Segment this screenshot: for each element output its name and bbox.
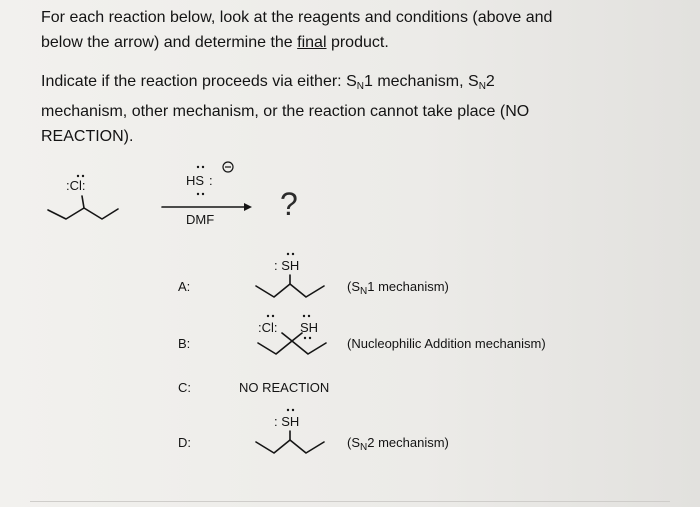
condition-dmf: DMF — [186, 212, 215, 227]
option-d-letter[interactable]: D: — [178, 435, 191, 450]
indicate-line-3: REACTION). — [41, 128, 134, 145]
option-b-cl-label: :Cl: — [258, 320, 278, 335]
indicate-line-2: mechanism, other mechanism, or the reaction cannot take place (NO — [41, 103, 530, 120]
reagent-colon: : — [209, 173, 213, 188]
option-b-letter[interactable]: B: — [178, 336, 191, 351]
option-d-sh-label: : SH — [274, 414, 300, 429]
option-a-letter[interactable]: A: — [178, 279, 191, 294]
subscript-n: N — [360, 442, 368, 453]
instruction-line-1: For each reaction below, look at the reagents and conditions (above and — [41, 9, 553, 26]
option-b-sh-label: SH — [300, 320, 319, 335]
unknown-product: ? — [280, 186, 298, 222]
final-underlined: final — [297, 34, 327, 51]
indicate-text: 1 mechanism, S — [363, 73, 479, 90]
subscript-n: N — [360, 286, 368, 297]
option-b-skeleton — [258, 341, 326, 354]
reagent-hs-label: HS — [186, 173, 205, 188]
option-a-mechanism — [347, 279, 449, 297]
arrow-head — [244, 203, 252, 211]
option-c-letter[interactable]: C: — [178, 380, 191, 395]
option-d-mechanism — [347, 435, 449, 453]
subscript-n: N — [356, 81, 364, 92]
mech-text: 2 mechanism) — [367, 435, 449, 450]
bottom-divider — [30, 501, 670, 502]
option-b-mechanism: (Nucleophilic Addition mechanism) — [347, 336, 546, 351]
option-a-sh-label: : SH — [274, 258, 300, 273]
reactant-skeleton — [48, 208, 118, 219]
option-a-skeleton — [256, 284, 324, 297]
mech-text: 1 mechanism) — [367, 279, 449, 294]
subscript-n: N — [478, 81, 486, 92]
reactant-cl-bond — [82, 196, 84, 208]
reactant-cl-label: :Cl: — [66, 178, 86, 193]
mech-text: (S — [347, 435, 360, 450]
instruction-text: product. — [326, 34, 389, 51]
mech-text: (S — [347, 279, 360, 294]
option-c-no-reaction: NO REACTION — [239, 380, 330, 395]
indicate-text: 2 — [485, 73, 495, 90]
indicate-text: Indicate if the reaction proceeds via either: S — [41, 73, 357, 90]
instruction-text: below the arrow) and determine the — [41, 34, 298, 51]
option-b-cl-bond — [282, 333, 292, 341]
option-d-skeleton — [256, 440, 324, 453]
